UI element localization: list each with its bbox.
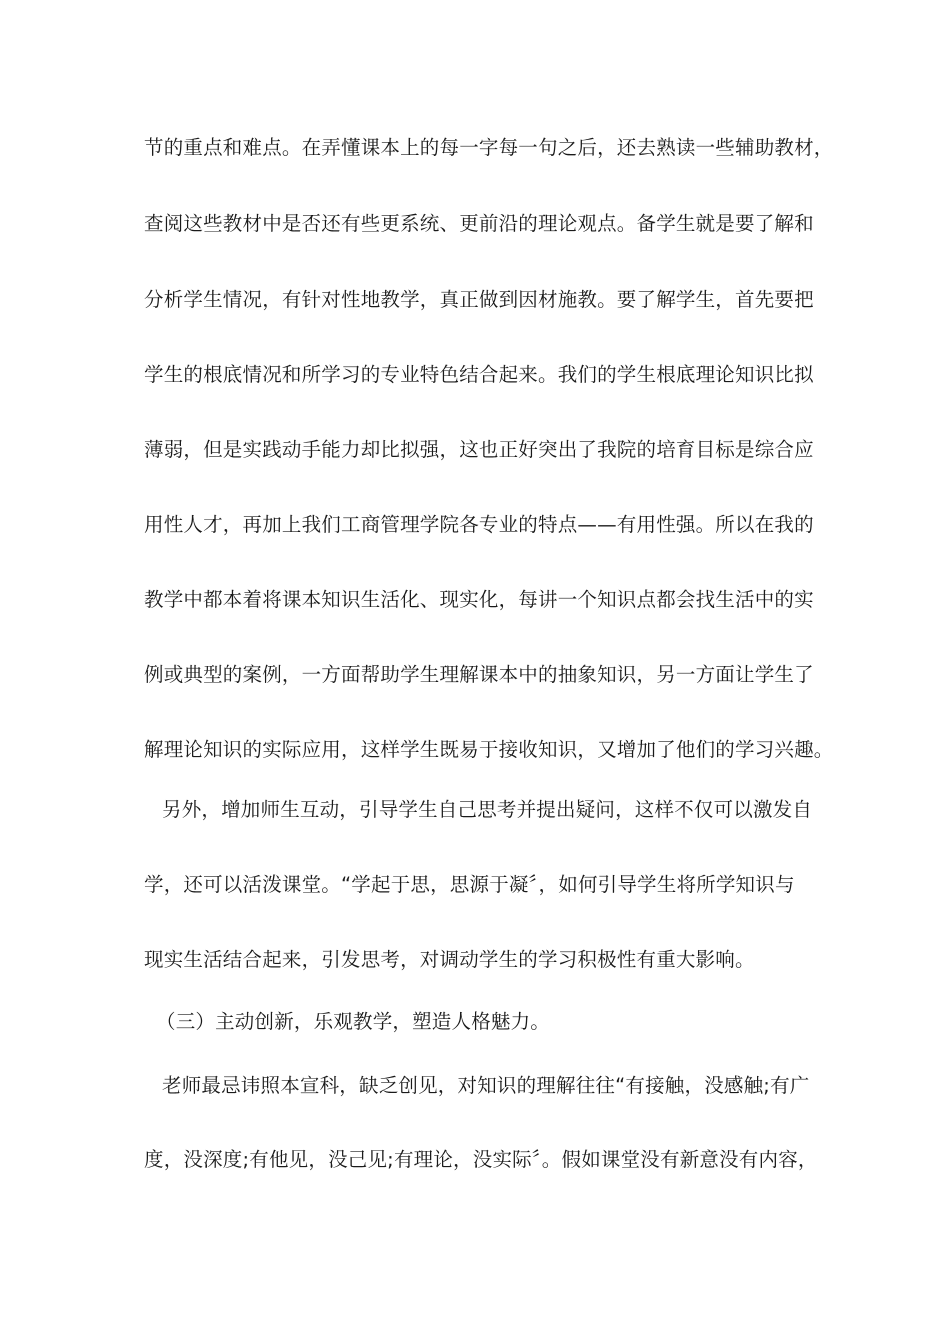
paragraph-line: 薄弱，但是实践动手能力却比拟强，这也正好突出了我院的培育目标是综合应: [144, 438, 814, 461]
paragraph-line: 现实生活结合起来，引发思考，对调动学生的学习积极性有重大影响。: [144, 948, 755, 971]
paragraph-line: 度，没深度;有他见，没己见;有理论，没实际〞。假如课堂没有新意没有内容，: [144, 1148, 818, 1171]
paragraph-line: 学，还可以活泼课堂。“学起于思，思源于凝〞，如何引导学生将所学知识与: [144, 873, 795, 896]
paragraph-line: 查阅这些教材中是否还有些更系统、更前沿的理论观点。备学生就是要了解和: [144, 212, 814, 235]
paragraph-line: 教学中都本着将课本知识生活化、现实化，每讲一个知识点都会找生活中的实: [144, 588, 814, 611]
paragraph-line: 节的重点和难点。在弄懂课本上的每一字每一句之后，还去熟读一些辅助教材，: [144, 136, 834, 159]
paragraph-line: 学生的根底情况和所学习的专业特色结合起来。我们的学生根底理论知识比拟: [144, 363, 814, 386]
paragraph-line: 分析学生情况，有针对性地教学，真正做到因材施教。要了解学生，首先要把: [144, 288, 814, 311]
paragraph-line: 例或典型的案例，一方面帮助学生理解课本中的抽象知识，另一方面让学生了: [144, 663, 814, 686]
paragraph-line: 解理论知识的实际应用，这样学生既易于接收知识，又增加了他们的学习兴趣。: [144, 738, 834, 761]
paragraph-line: 用性人才，再加上我们工商管理学院各专业的特点——有用性强。所以在我的: [144, 513, 814, 536]
paragraph-line: 老师最忌讳照本宣科，缺乏创见，对知识的理解往往“有接触，没感触;有广: [162, 1074, 810, 1097]
paragraph-line: 另外，增加师生互动，引导学生自己思考并提出疑问，这样不仅可以激发自: [162, 798, 813, 821]
section-heading: （三）主动创新，乐观教学，塑造人格魅力。: [156, 1010, 551, 1033]
